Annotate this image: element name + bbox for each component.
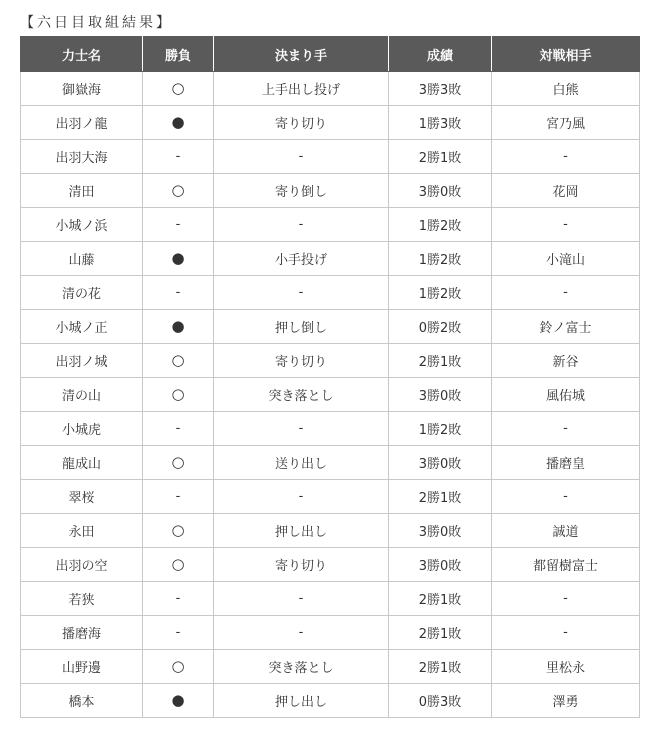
result-symbol: ○ bbox=[171, 350, 185, 369]
opponent: - bbox=[492, 276, 640, 310]
technique: 押し倒し bbox=[214, 310, 389, 344]
result-mark bbox=[143, 446, 214, 480]
record: 3勝0敗 bbox=[389, 548, 492, 582]
opponent: 小滝山 bbox=[492, 242, 640, 276]
technique: - bbox=[214, 412, 389, 446]
wrestler-name: 山藤 bbox=[21, 242, 143, 276]
table-row bbox=[21, 276, 640, 310]
opponent: 里松永 bbox=[492, 650, 640, 684]
opponent: - bbox=[492, 412, 640, 446]
record: 2勝1敗 bbox=[389, 140, 492, 174]
result-mark bbox=[143, 412, 214, 446]
result-symbol: ● bbox=[171, 316, 185, 335]
result-mark bbox=[143, 208, 214, 242]
wrestler-name: 翠桜 bbox=[21, 480, 143, 514]
technique: 寄り倒し bbox=[214, 174, 389, 208]
result-symbol: - bbox=[175, 591, 181, 606]
technique: - bbox=[214, 208, 389, 242]
page-title: 【六日目取組結果】 bbox=[20, 15, 173, 31]
results-table bbox=[20, 36, 640, 718]
result-symbol: ○ bbox=[171, 554, 185, 573]
column-header-record: 成績 bbox=[389, 37, 492, 72]
result-symbol: - bbox=[175, 285, 181, 300]
record: 2勝1敗 bbox=[389, 650, 492, 684]
record: 2勝1敗 bbox=[389, 616, 492, 650]
result-symbol: ● bbox=[171, 112, 185, 131]
opponent: 澤勇 bbox=[492, 684, 640, 718]
table-row bbox=[21, 412, 640, 446]
wrestler-name: 龍成山 bbox=[21, 446, 143, 480]
result-mark bbox=[143, 582, 214, 616]
result-mark bbox=[143, 650, 214, 684]
result-mark bbox=[143, 174, 214, 208]
opponent: 宮乃風 bbox=[492, 106, 640, 140]
table-row bbox=[21, 378, 640, 412]
result-mark bbox=[143, 276, 214, 310]
opponent: 都留樹富士 bbox=[492, 548, 640, 582]
table-row bbox=[21, 72, 640, 106]
technique: 突き落とし bbox=[214, 378, 389, 412]
technique: 寄り切り bbox=[214, 344, 389, 378]
wrestler-name: 清田 bbox=[21, 174, 143, 208]
result-mark bbox=[143, 106, 214, 140]
result-symbol: ○ bbox=[171, 452, 185, 471]
opponent: 花岡 bbox=[492, 174, 640, 208]
opponent: - bbox=[492, 616, 640, 650]
table-row bbox=[21, 650, 640, 684]
opponent: 風佑城 bbox=[492, 378, 640, 412]
technique: - bbox=[214, 276, 389, 310]
technique: 小手投げ bbox=[214, 242, 389, 276]
table-row bbox=[21, 616, 640, 650]
result-symbol: ○ bbox=[171, 384, 185, 403]
result-mark bbox=[143, 378, 214, 412]
table-row bbox=[21, 582, 640, 616]
wrestler-name: 小城虎 bbox=[21, 412, 143, 446]
opponent: - bbox=[492, 140, 640, 174]
result-mark bbox=[143, 514, 214, 548]
opponent: - bbox=[492, 208, 640, 242]
opponent: 誠道 bbox=[492, 514, 640, 548]
result-symbol: - bbox=[175, 217, 181, 232]
wrestler-name: 小城ノ浜 bbox=[21, 208, 143, 242]
technique: - bbox=[214, 480, 389, 514]
opponent: - bbox=[492, 582, 640, 616]
table-header-row bbox=[21, 37, 640, 72]
result-symbol: ● bbox=[171, 248, 185, 267]
table-row bbox=[21, 480, 640, 514]
result-mark bbox=[143, 616, 214, 650]
record: 2勝1敗 bbox=[389, 344, 492, 378]
column-header-name: 力士名 bbox=[21, 37, 143, 72]
table-row bbox=[21, 344, 640, 378]
wrestler-name: 出羽大海 bbox=[21, 140, 143, 174]
table-row bbox=[21, 242, 640, 276]
record: 1勝2敗 bbox=[389, 242, 492, 276]
result-symbol: ○ bbox=[171, 520, 185, 539]
record: 1勝2敗 bbox=[389, 208, 492, 242]
result-symbol: ○ bbox=[171, 656, 185, 675]
record: 3勝0敗 bbox=[389, 174, 492, 208]
technique: 送り出し bbox=[214, 446, 389, 480]
technique: 寄り切り bbox=[214, 548, 389, 582]
opponent: 播磨皇 bbox=[492, 446, 640, 480]
technique: 押し出し bbox=[214, 684, 389, 718]
record: 2勝1敗 bbox=[389, 582, 492, 616]
record: 1勝2敗 bbox=[389, 276, 492, 310]
result-symbol: ○ bbox=[171, 180, 185, 199]
result-symbol: - bbox=[175, 149, 181, 164]
wrestler-name: 永田 bbox=[21, 514, 143, 548]
result-symbol: ○ bbox=[171, 78, 185, 97]
table-row bbox=[21, 684, 640, 718]
table-row bbox=[21, 514, 640, 548]
technique: 押し出し bbox=[214, 514, 389, 548]
wrestler-name: 播磨海 bbox=[21, 616, 143, 650]
table-row bbox=[21, 310, 640, 344]
record: 1勝2敗 bbox=[389, 412, 492, 446]
record: 0勝3敗 bbox=[389, 684, 492, 718]
wrestler-name: 出羽の空 bbox=[21, 548, 143, 582]
column-header-result: 勝負 bbox=[143, 37, 214, 72]
result-symbol: ● bbox=[171, 690, 185, 709]
table-row bbox=[21, 548, 640, 582]
record: 3勝0敗 bbox=[389, 378, 492, 412]
table-row bbox=[21, 140, 640, 174]
technique: 突き落とし bbox=[214, 650, 389, 684]
opponent: 新谷 bbox=[492, 344, 640, 378]
technique: 寄り切り bbox=[214, 106, 389, 140]
wrestler-name: 山野邊 bbox=[21, 650, 143, 684]
table-row bbox=[21, 106, 640, 140]
technique: 上手出し投げ bbox=[214, 72, 389, 106]
wrestler-name: 清の山 bbox=[21, 378, 143, 412]
wrestler-name: 御嶽海 bbox=[21, 72, 143, 106]
opponent: 鈴ノ富士 bbox=[492, 310, 640, 344]
column-header-opponent: 対戦相手 bbox=[492, 37, 640, 72]
technique: - bbox=[214, 140, 389, 174]
result-mark bbox=[143, 72, 214, 106]
result-mark bbox=[143, 480, 214, 514]
result-mark bbox=[143, 344, 214, 378]
table-row bbox=[21, 174, 640, 208]
column-header-technique: 決まり手 bbox=[214, 37, 389, 72]
result-symbol: - bbox=[175, 489, 181, 504]
wrestler-name: 橋本 bbox=[21, 684, 143, 718]
technique: - bbox=[214, 582, 389, 616]
result-mark bbox=[143, 684, 214, 718]
wrestler-name: 出羽ノ龍 bbox=[21, 106, 143, 140]
result-mark bbox=[143, 548, 214, 582]
record: 3勝0敗 bbox=[389, 514, 492, 548]
wrestler-name: 出羽ノ城 bbox=[21, 344, 143, 378]
table-row bbox=[21, 208, 640, 242]
record: 3勝0敗 bbox=[389, 446, 492, 480]
technique: - bbox=[214, 616, 389, 650]
result-symbol: - bbox=[175, 625, 181, 640]
result-mark bbox=[143, 140, 214, 174]
result-mark bbox=[143, 242, 214, 276]
record: 0勝2敗 bbox=[389, 310, 492, 344]
wrestler-name: 清の花 bbox=[21, 276, 143, 310]
opponent: - bbox=[492, 480, 640, 514]
result-symbol: - bbox=[175, 421, 181, 436]
record: 1勝3敗 bbox=[389, 106, 492, 140]
wrestler-name: 小城ノ正 bbox=[21, 310, 143, 344]
table-row bbox=[21, 446, 640, 480]
opponent: 白熊 bbox=[492, 72, 640, 106]
record: 3勝3敗 bbox=[389, 72, 492, 106]
result-mark bbox=[143, 310, 214, 344]
wrestler-name: 若狭 bbox=[21, 582, 143, 616]
record: 2勝1敗 bbox=[389, 480, 492, 514]
